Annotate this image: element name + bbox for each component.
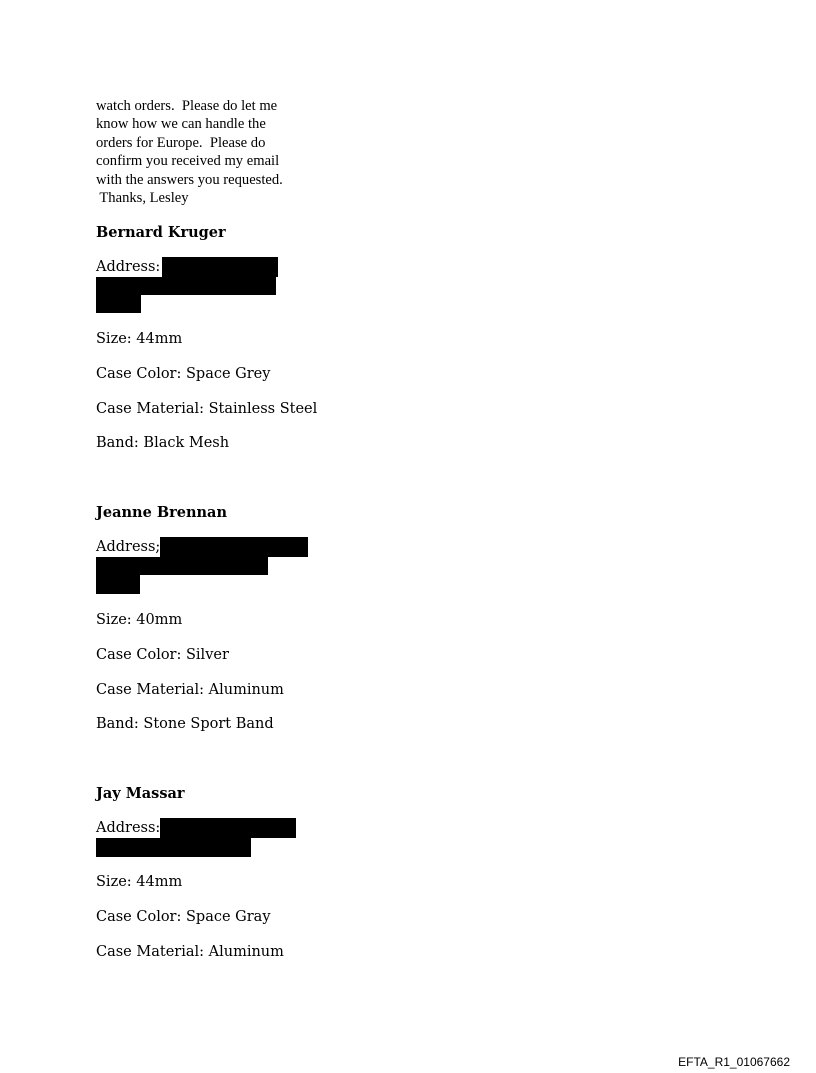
address-label: Address: bbox=[96, 259, 161, 275]
size-field: Size: 44mm bbox=[96, 331, 183, 347]
case-color-field: Case Color: Space Gray bbox=[96, 909, 271, 925]
redaction-box bbox=[96, 838, 251, 857]
document-id: EFTA_R1_01067662 bbox=[678, 1055, 790, 1069]
size-field: Size: 40mm bbox=[96, 612, 183, 628]
redaction-box bbox=[162, 257, 278, 277]
band-field: Band: Black Mesh bbox=[96, 435, 230, 451]
email-line: confirm you received my email bbox=[96, 153, 280, 170]
case-material-field: Case Material: Aluminum bbox=[96, 944, 284, 960]
address-label: Address: bbox=[96, 820, 161, 836]
case-color-field: Case Color: Space Grey bbox=[96, 366, 271, 382]
redaction-box bbox=[96, 295, 141, 313]
case-material-field: Case Material: Aluminum bbox=[96, 682, 284, 698]
email-line: watch orders. Please do let me bbox=[96, 98, 278, 114]
email-line: know how we can handle the bbox=[96, 116, 266, 133]
email-line: orders for Europe. Please do bbox=[96, 134, 266, 151]
band-field: Band: Stone Sport Band bbox=[96, 716, 274, 732]
recipient-name: Bernard Kruger bbox=[96, 224, 226, 241]
redaction-box bbox=[96, 277, 276, 295]
redaction-box bbox=[160, 818, 296, 838]
case-material-field: Case Material: Stainless Steel bbox=[96, 401, 318, 417]
email-signoff: Thanks, Lesley bbox=[96, 190, 189, 207]
redaction-box bbox=[160, 537, 308, 557]
recipient-name: Jeanne Brennan bbox=[96, 504, 227, 521]
email-line: with the answers you requested. bbox=[96, 171, 283, 188]
size-field: Size: 44mm bbox=[96, 874, 183, 890]
case-color-field: Case Color: Silver bbox=[96, 647, 229, 663]
redaction-box bbox=[96, 557, 268, 575]
redaction-box bbox=[96, 575, 140, 594]
address-label: Address; bbox=[96, 539, 161, 555]
email-body-text bbox=[96, 97, 336, 207]
recipient-name: Jay Massar bbox=[96, 785, 185, 802]
